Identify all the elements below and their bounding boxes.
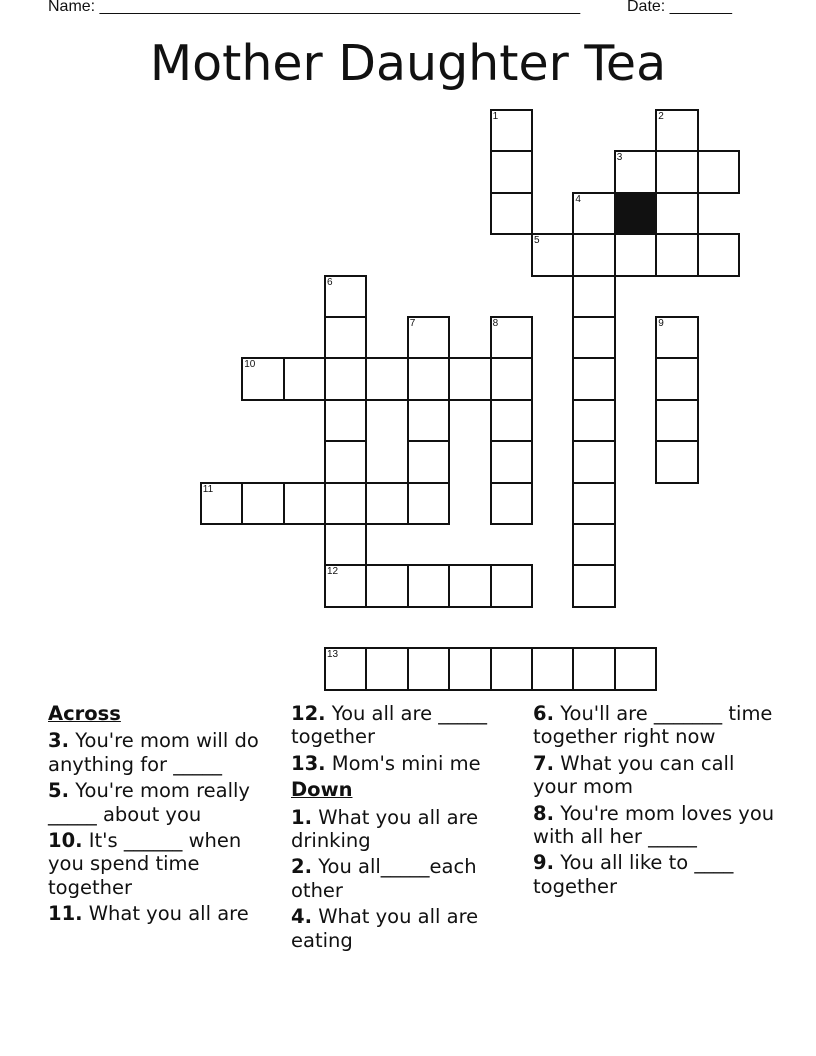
clue-number-label: 3 [616,152,623,164]
clue-column-3 [533,702,783,901]
grid-cell[interactable] [655,440,698,483]
across-heading: Across [48,702,121,725]
grid-cell[interactable] [572,647,615,690]
grid-cell[interactable] [655,233,698,276]
clue-across-11 [48,902,280,925]
clue-across-3 [48,729,280,776]
grid-cell[interactable] [407,399,450,442]
clue-text: You all are _____ together [291,702,488,749]
clue-number-label: 11 [202,483,214,495]
clue-number-label: 13 [327,649,339,661]
grid-cell[interactable] [448,564,491,607]
grid-cell[interactable] [655,192,698,235]
grid-cell[interactable] [324,440,367,483]
clue-text: You're mom loves you with all her _____ [533,801,775,849]
grid-cell[interactable] [324,316,367,359]
clue-number: 3. [48,729,69,753]
grid-cell[interactable] [241,482,284,525]
grid-cell[interactable] [572,316,615,359]
grid-cell[interactable] [655,399,698,442]
date-field-label: Date: _______ [627,0,732,15]
grid-cell[interactable] [365,647,408,690]
grid-cell[interactable] [572,523,615,566]
clue-text: You all like to ____ together [533,851,734,898]
grid-cell[interactable] [572,440,615,483]
grid-cell[interactable] [324,275,367,318]
grid-cell[interactable] [614,647,657,690]
clue-number: 5. [48,779,69,803]
clue-down-2 [291,855,523,902]
clue-column-2 [291,702,523,955]
clue-text: You're mom will do anything for _____ [48,729,259,776]
grid-cell[interactable] [490,192,533,235]
grid-cell[interactable] [490,647,533,690]
clue-number-label: 12 [327,566,339,578]
grid-cell[interactable] [324,523,367,566]
clue-text: What you all are eating [291,905,479,952]
grid-cell[interactable] [407,482,450,525]
clue-number: 1. [291,805,312,829]
clue-number-label: 6 [327,276,333,288]
clue-down-4 [291,905,523,952]
grid-cell[interactable] [490,440,533,483]
clue-number: 6. [533,702,554,725]
grid-cell[interactable] [324,482,367,525]
grid-cell[interactable] [490,482,533,525]
grid-cell[interactable] [283,357,326,400]
clue-down-6 [533,702,783,749]
grid-cell[interactable] [365,482,408,525]
clue-text: You're mom really _____ about you [48,779,250,826]
grid-cell[interactable] [572,233,615,276]
puzzle-title: Mother Daughter Tea [149,35,667,92]
grid-cell[interactable] [407,316,450,359]
clue-number: 8. [533,801,554,825]
grid-cell[interactable] [697,233,740,276]
grid-cell[interactable] [655,150,698,193]
clue-across-10 [48,829,280,899]
grid-cell[interactable] [572,482,615,525]
clue-number-label: 7 [409,318,416,329]
grid-cell[interactable] [655,357,698,400]
grid-cell[interactable] [572,357,615,400]
clue-column-1 [48,702,280,929]
clue-text: Mom's mini me [331,751,481,775]
grid-cell[interactable] [324,399,367,442]
grid-cell[interactable] [283,482,326,525]
grid-cell[interactable] [490,150,533,193]
grid-cell[interactable] [324,564,367,607]
grid-cell[interactable] [448,357,491,400]
clue-across-13 [291,752,523,775]
grid-cell[interactable] [241,357,284,400]
grid-cell[interactable] [324,357,367,400]
clue-number: 7. [533,751,554,775]
grid-cell[interactable] [448,647,491,690]
clue-number-label: 1 [492,111,499,122]
clue-number-label: 9 [658,318,664,329]
black-square [614,192,657,235]
grid-cell[interactable] [655,316,698,359]
clue-down-9 [533,851,783,898]
clue-across-12 [291,702,523,749]
clue-number-label: 10 [244,359,256,371]
grid-cell[interactable] [572,564,615,607]
grid-cell[interactable] [324,647,367,690]
grid-cell[interactable] [572,399,615,442]
clue-text: It's ______ when you spend time together [48,829,242,899]
grid-cell[interactable] [407,440,450,483]
down-heading: Down [291,778,353,802]
grid-cell[interactable] [365,564,408,607]
grid-cell[interactable] [614,233,657,276]
clue-number: 11. [48,902,83,926]
grid-cell[interactable] [407,564,450,607]
clue-down-1 [291,806,523,853]
clue-number-label: 8 [492,318,499,329]
grid-cell[interactable] [490,316,533,359]
grid-cell[interactable] [490,564,533,607]
clue-down-8 [533,802,783,849]
grid-cell[interactable] [490,399,533,442]
clue-text: What you all are [88,902,249,926]
grid-cell[interactable] [407,647,450,690]
clue-number-label: 2 [658,111,664,122]
clue-number: 2. [291,855,312,879]
grid-cell[interactable] [200,482,243,525]
clue-down-7 [533,752,783,799]
clue-number: 13. [291,751,326,775]
grid-cell[interactable] [572,192,615,235]
clue-number-label: 4 [575,193,581,205]
clue-number: 4. [291,905,312,929]
grid-cell[interactable] [572,275,615,318]
grid-cell[interactable] [490,109,533,152]
clue-number: 9. [533,851,554,875]
clue-number: 12. [291,702,326,725]
clue-number-label: 5 [534,235,540,247]
grid-cell[interactable] [614,150,657,193]
grid-cell[interactable] [490,357,533,400]
clue-text: What you can call your mom [533,751,735,799]
clue-number: 10. [48,829,83,853]
clue-text: What you all are drinking [291,805,479,853]
grid-cell[interactable] [531,647,574,690]
grid-cell[interactable] [407,357,450,400]
grid-cell[interactable] [531,233,574,276]
grid-cell[interactable] [655,109,698,152]
name-field-label: Name: ______________________________________________________ [48,0,581,15]
grid-cell[interactable] [697,150,740,193]
grid-cell[interactable] [365,357,408,400]
clue-across-5 [48,779,280,826]
clue-text: You all_____each other [291,855,477,902]
clue-text: You'll are _______ time together right now [533,702,773,749]
